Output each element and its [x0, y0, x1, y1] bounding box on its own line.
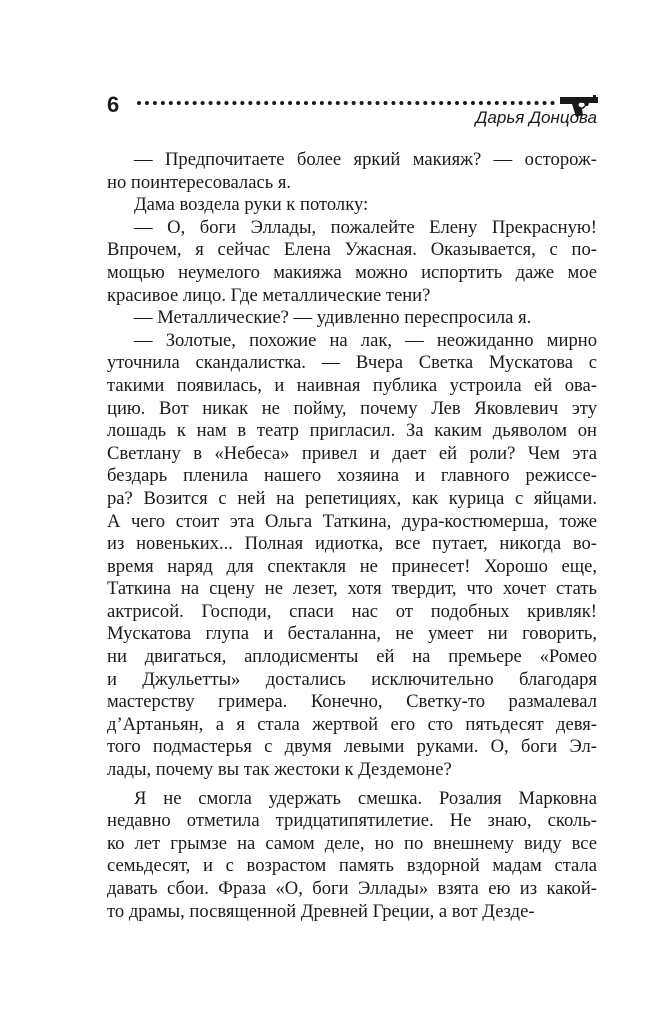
text-line: ко лет грымзе на самом деле, но по внешнему виду все	[107, 832, 597, 854]
page-number: 6	[107, 92, 120, 117]
text-line: мощью неумелого макияжа можно испортить даже мое	[107, 261, 597, 283]
text-line: красивое лицо. Где металлические тени?	[107, 284, 431, 306]
text-line: Дама воздела руки к потолку:	[134, 194, 369, 216]
paragraph	[107, 330, 597, 782]
text-line: время наряд для спектакля не принесет! Хорошо еще,	[107, 555, 597, 577]
text-line: — Предпочитаете более яркий макияж? — осторож-	[134, 149, 597, 170]
text-line: то драмы, посвященной Древней Греции, а вот Дезде-	[107, 900, 535, 922]
running-header	[107, 92, 597, 132]
text-line: лады, почему вы так жестоки к Дездемоне?	[107, 759, 452, 781]
paragraph	[107, 307, 597, 330]
text-line: — Металлические? — удивленно переспросила я.	[134, 307, 532, 329]
paragraph	[107, 149, 597, 194]
text-line: А чего стоит эта Ольга Таткина, дура-костюмерша, тоже	[107, 510, 597, 532]
text-line: давать сбои. Фраза «О, боги Эллады» взята ею из какой-	[107, 878, 597, 899]
author-name: Дарья Донцова	[475, 108, 597, 127]
text-line: но поинтересовалась я.	[107, 171, 292, 193]
text-line: того подмастерья с двумя левыми руками. О, боги Эл-	[107, 736, 597, 758]
text-line: Светлану в «Небеса» привел и дает ей роли? Чем эта	[107, 442, 597, 464]
paragraph	[107, 194, 597, 217]
text-line: Таткина на сцену не лезет, хотя твердит, что хочет стать	[107, 578, 597, 600]
text-line: бездарь пленила нашего хозяина и главного режиссе-	[107, 465, 597, 487]
text-line: из новеньких... Полная идиотка, все путает, никогда во-	[107, 533, 597, 555]
text-line: Я не смогла удержать смешка. Розалия Марковна	[134, 787, 597, 809]
text-line: д’Артаньян, а я стала жертвой его сто пятьдесят девя-	[107, 713, 597, 735]
text-line: уточнила скандалистка. — Вчера Светка Мускатова с	[107, 352, 597, 374]
body-text	[107, 149, 597, 923]
text-line: недавно отметила тридцатипятилетие. Не знаю, сколь-	[107, 810, 597, 832]
text-line: ни двигаться, аплодисменты ей на премьере «Ромео	[107, 646, 597, 668]
text-line: цию. Вот никак не пойму, почему Лев Яковлевич эту	[107, 397, 597, 419]
dotted-rule	[137, 101, 555, 105]
text-line: — О, боги Эллады, пожалейте Елену Прекрасную!	[134, 216, 597, 238]
text-line: семьдесят, и с возрастом память вздорной мадам стала	[107, 855, 597, 877]
text-line: Мускатова глупа и бесталанна, не умеет ни говорить,	[107, 623, 597, 645]
paragraph	[107, 788, 597, 924]
text-line: актрисой. Господи, спаси нас от подобных кривляк!	[107, 600, 597, 622]
text-line: Впрочем, я сейчас Елена Ужасная. Оказывается, с по-	[107, 239, 597, 261]
text-line: и Джульетты» достались исключительно благодаря	[107, 668, 597, 690]
text-line: такими появилась, и наивная публика устроила ей ова-	[107, 374, 597, 396]
paragraph	[107, 217, 597, 307]
text-line: лошадь к нам в театр пригласил. За каким дьяволом он	[107, 420, 597, 442]
text-line: мастерству гримера. Конечно, Светку-то размалевал	[107, 691, 597, 713]
text-line: ра? Возится с ней на репетициях, как курица с яйцами.	[107, 487, 597, 509]
text-line: — Золотые, похожие на лак, — неожиданно мирно	[134, 329, 597, 351]
